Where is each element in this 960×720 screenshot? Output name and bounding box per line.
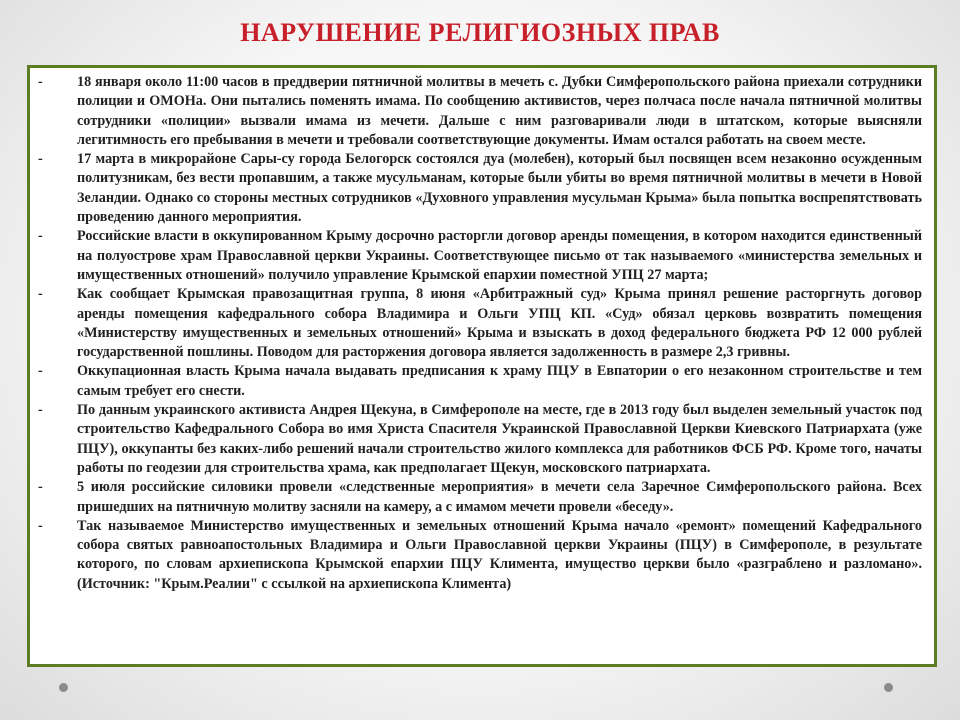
bullet-marker: -: [38, 479, 43, 496]
list-item-text: 18 января около 11:00 часов в преддверии пятничной молитвы в мечеть с. Дубки Симферопольского района приехали сотрудники полиции и ОМОНа. Они пытались поменять имама. По сообщению активистов, через полчаса после начала пятничной молитвы сотрудники «полиции» вызвали имама из мечети. Дальше с ним разговаривали люди в штатском, которые выясняли легитимность его пребывания в мечети и требовали соответствующие документы. Имам остался работать на своем месте.: [77, 74, 922, 148]
bullet-marker: -: [38, 402, 43, 419]
list-item: [38, 478, 922, 517]
list-item-text: Как сообщает Крымская правозащитная группа, 8 июня «Арбитражный суд» Крыма принял решение расторгнуть договор аренды помещения кафедрального собора Владимира и Ольги УПЦ КП. «Суд» обязал церковь возвратить помещения «Министерству имущественных и земельных отношений» Крыма и взыскать в доход федерального бюджета РФ 12 000 рублей государственной пошлины. Поводом для расторжения договора является задолженность в размере 2,3 гривны.: [77, 286, 922, 361]
bullet-marker: -: [38, 286, 43, 303]
list-item-text: Оккупационная власть Крыма начала выдавать предписания к храму ПЦУ в Евпатории о его незаконном строительстве и тем самым требует его снести.: [77, 363, 922, 399]
decorative-dot-right: [884, 683, 893, 692]
list-item: [38, 73, 922, 150]
list-item-text: По данным украинского активиста Андрея Щекуна, в Симферополе на месте, где в 2013 году был выделен земельный участок под строительство Кафедрального Собора во имя Христа Спасителя Украинской Православной Церкви Киевского Патриархата (уже ПЦУ), оккупанты без каких-либо решений начали строительство жилого комплекса для работников ФСБ РФ. Кроме того, начаты работы по геодезии для строительства храма, как предполагает Щекун, московского патриархата.: [77, 402, 922, 476]
bullet-marker: -: [38, 151, 43, 168]
violations-list: [38, 73, 922, 594]
list-item-text: 5 июля российские силовики провели «следственные мероприятия» в мечети села Заречное Симферопольского района. Всех пришедших на пятничную молитву засняли на камеру, а с имамом мечети провели «беседу».: [77, 479, 922, 515]
list-item-text: Российские власти в оккупированном Крыму досрочно расторгли договор аренды помещения, в котором находится единственный на полуострове храм Православной церкви Украины. Соответствующее письмо от так называемого «министерства земельных и имущественных отношений» получило управление Крымской епархии поместной УПЦ 27 марта;: [77, 228, 922, 283]
list-item-text: 17 марта в микрорайоне Сары-су города Белогорск состоялся дуа (молебен), который был посвящен всем незаконно осужденным политузникам, без вести пропавшим, а также мусульманам, которые были убиты во время пятничной молитвы в мечети в Новой Зеландии. Однако со стороны местных сотрудников «Духовного управления мусульман Крыма» была попытка воспрепятствовать проведению данного мероприятия.: [77, 151, 922, 226]
slide-title: НАРУШЕНИЕ РЕЛИГИОЗНЫХ ПРАВ: [240, 18, 720, 47]
bullet-marker: -: [38, 228, 43, 245]
list-item: [38, 362, 922, 401]
bullet-marker: -: [38, 517, 43, 534]
decorative-dot-left: [59, 683, 68, 692]
list-item: [38, 285, 922, 362]
list-item: [38, 401, 922, 478]
list-item: [38, 150, 922, 227]
bullet-marker: -: [38, 74, 43, 90]
bullet-marker: -: [38, 363, 43, 380]
list-item: [38, 227, 922, 285]
list-item: [38, 517, 922, 594]
content-frame: [27, 65, 937, 667]
list-item-text: Так называемое Министерство имущественных и земельных отношений Крыма начало «ремонт» помещений Кафедрального собора святых равноапостольных Владимира и Ольги Православной церкви Украины (ПЦУ) в Симферополе, в результате которого, по словам архиепископа Крымской епархии ПЦУ Климента, имущество церкви было «разграблено и разломано». (Источник: "Крым.Реалии" с ссылкой на архиепископа Климента): [77, 517, 922, 592]
